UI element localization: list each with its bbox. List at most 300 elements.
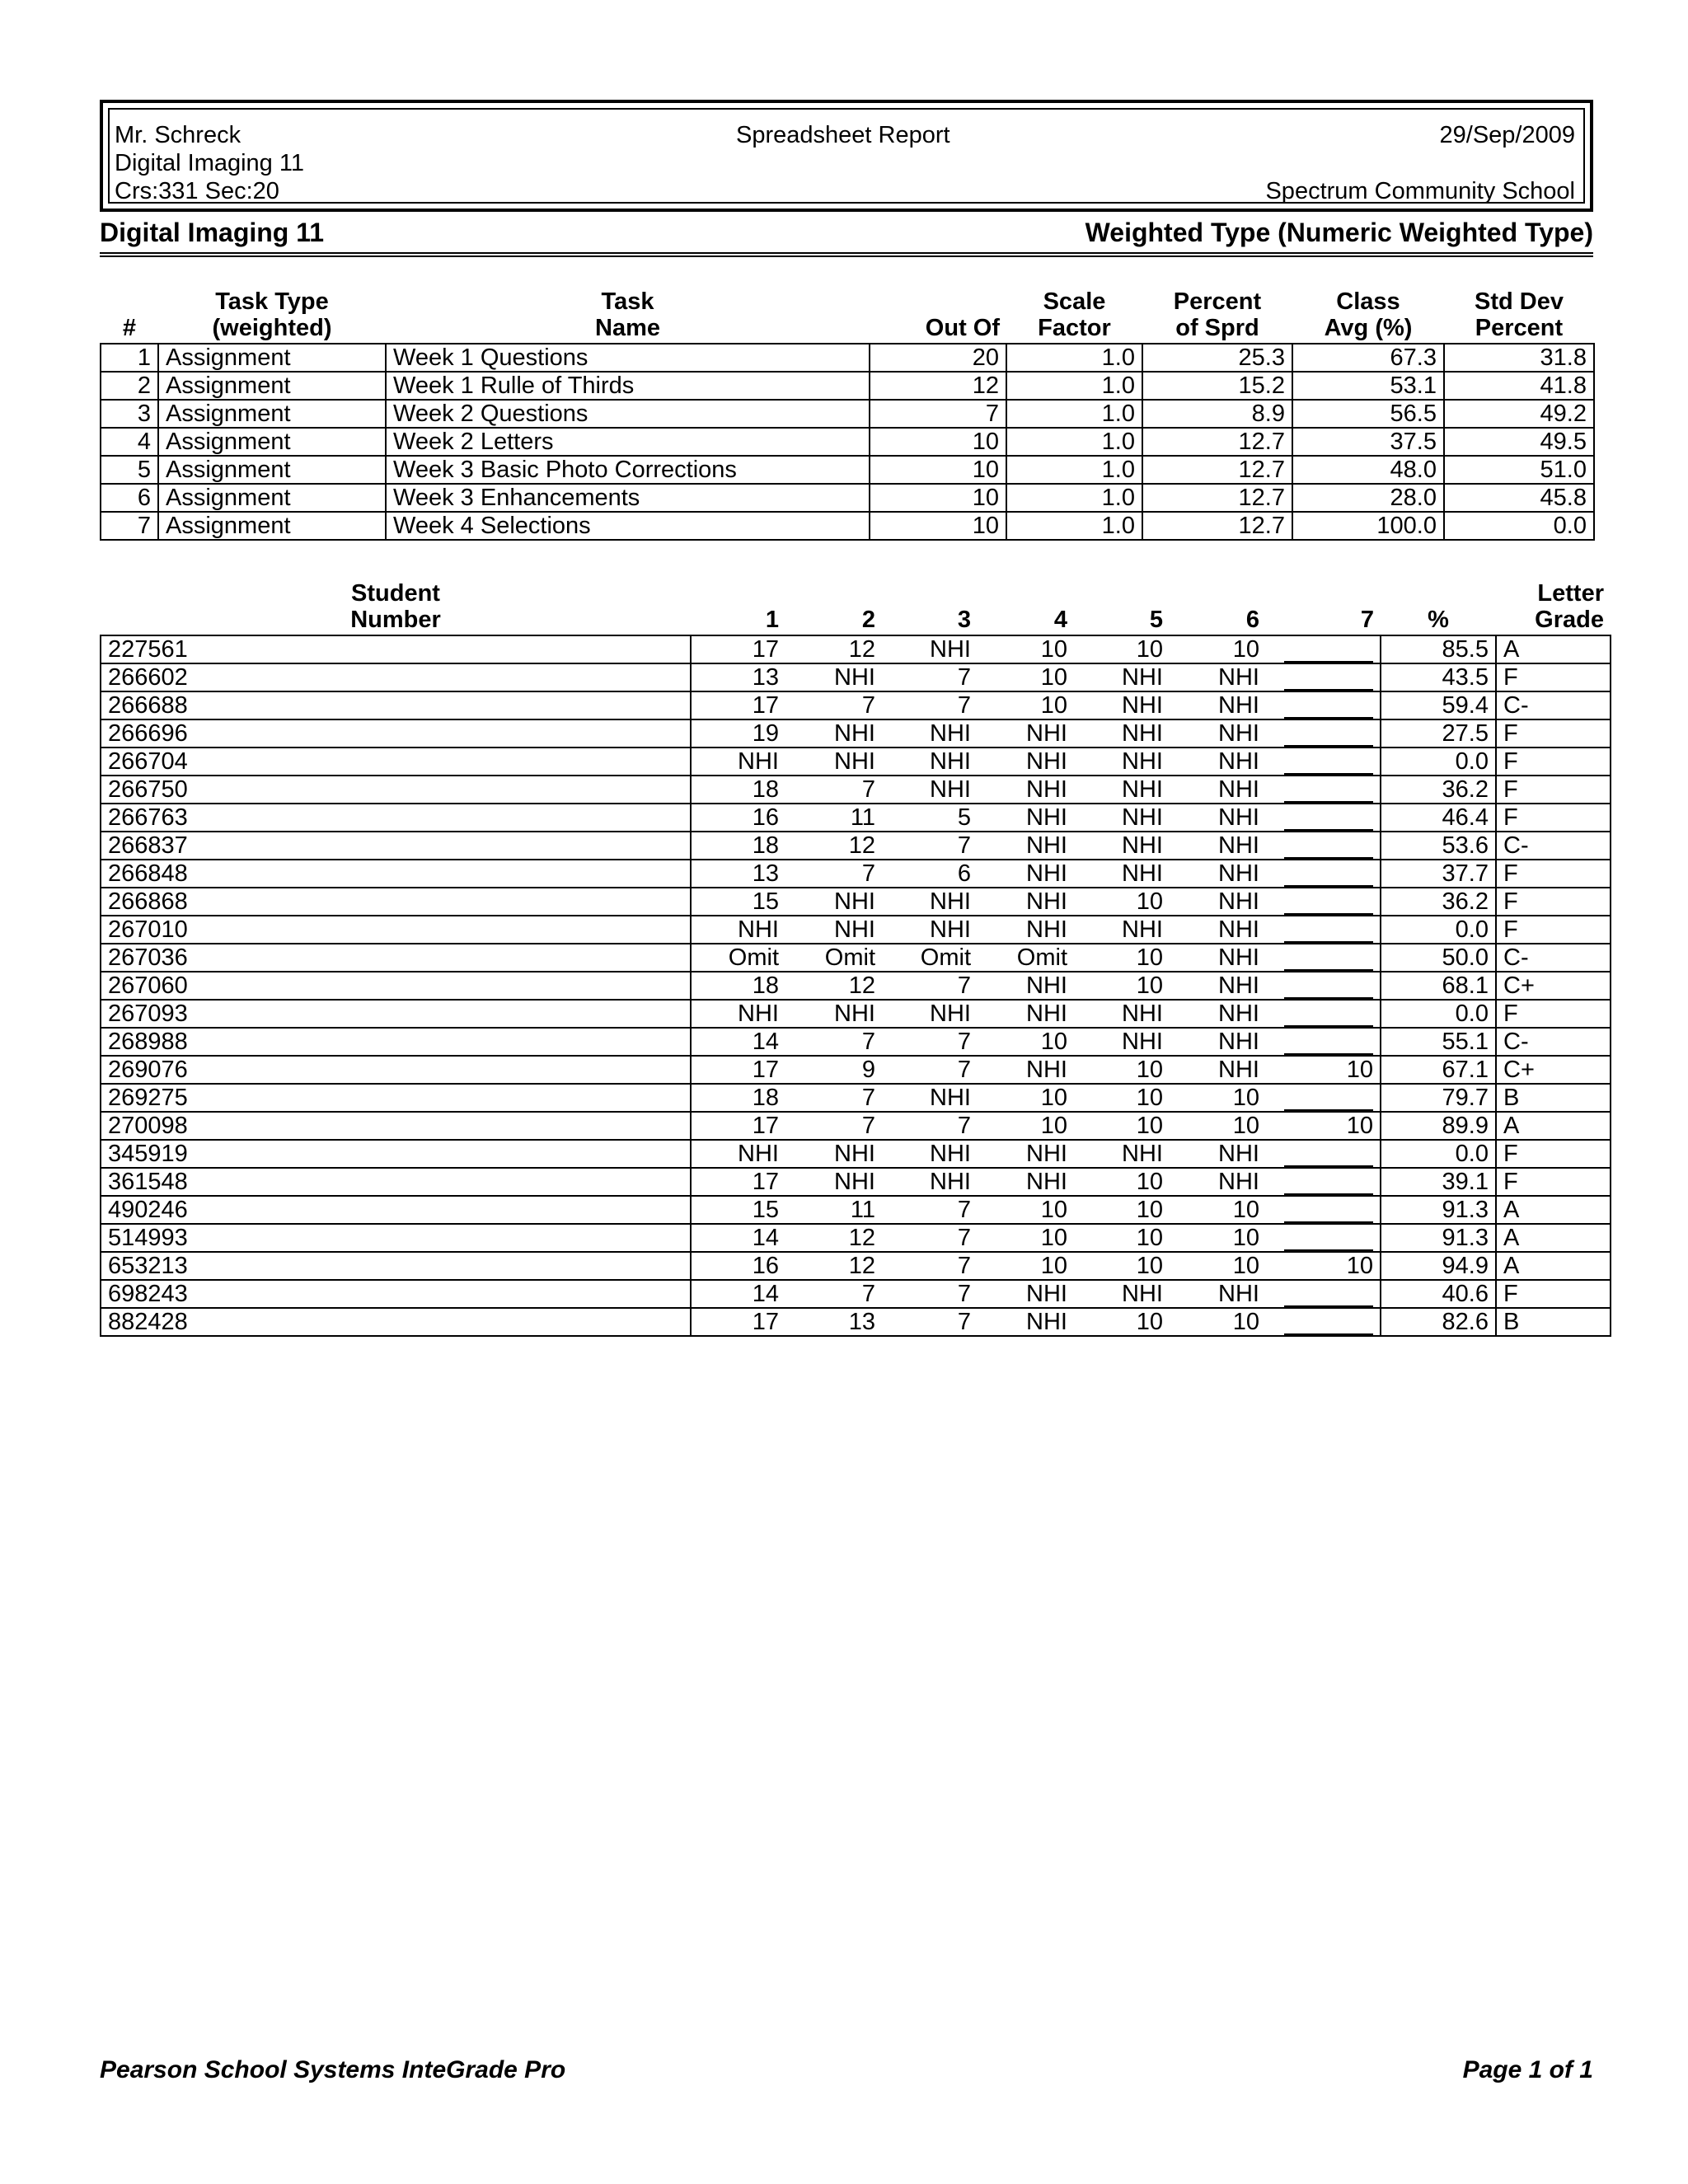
grades-table [100,580,1611,1337]
col-std-header: Std Dev Percent [1475,288,1564,341]
score-task-3: NHI [882,1168,978,1196]
task-class-avg: 53.1 [1292,372,1444,400]
score-task-2: 7 [785,860,882,888]
student-row [101,1196,1611,1224]
student-number: 698243 [101,1280,691,1308]
score-blank [1284,1284,1373,1307]
score-task-7: 10 [1266,1056,1381,1084]
score-task-5: NHI [1074,916,1170,944]
col-student-header: Student Number [350,580,441,633]
score-task-5: NHI [1074,860,1170,888]
student-percent: 67.1 [1381,1056,1496,1084]
letter-grade: C+ [1496,1056,1611,1084]
student-percent: 40.6 [1381,1280,1496,1308]
student-row [101,972,1611,1000]
score-task-6: NHI [1170,691,1266,719]
student-percent: 36.2 [1381,776,1496,804]
letter-grade: F [1496,804,1611,832]
student-percent: 39.1 [1381,1168,1496,1196]
task-row [101,400,1594,428]
score-blank [1284,1200,1373,1223]
score-task-7 [1266,804,1381,832]
letter-grade: F [1496,748,1611,776]
student-percent: 59.4 [1381,691,1496,719]
score-task-3: NHI [882,1140,978,1168]
task-class-avg: 48.0 [1292,456,1444,484]
student-number: 266763 [101,804,691,832]
score-task-7 [1266,1168,1381,1196]
col-task5-header: 5 [1149,607,1163,633]
task-row [101,344,1594,372]
task-num: 7 [101,512,158,540]
letter-grade: F [1496,776,1611,804]
letter-grade: B [1496,1084,1611,1112]
student-number: 266848 [101,860,691,888]
footer-page-number: Page 1 of 1 [1462,2056,1593,2083]
score-task-5: NHI [1074,691,1170,719]
task-percent: 12.7 [1142,456,1292,484]
task-table-header [101,288,1594,344]
score-task-4: 10 [978,1084,1074,1112]
student-percent: 0.0 [1381,1000,1496,1028]
score-task-4: NHI [978,804,1074,832]
score-blank [1284,640,1373,663]
student-number: 266704 [101,748,691,776]
score-task-2: 13 [785,1308,882,1336]
score-blank [1284,948,1373,971]
student-percent: 79.7 [1381,1084,1496,1112]
task-name: Week 2 Letters [386,428,870,456]
col-outof-header: Out Of [925,315,1000,341]
score-task-1: 18 [691,832,785,860]
score-task-5: 10 [1074,1308,1170,1336]
score-task-6: NHI [1170,832,1266,860]
student-percent: 91.3 [1381,1224,1496,1252]
score-task-5: NHI [1074,1280,1170,1308]
col-task1-header: 1 [765,607,779,633]
letter-grade: C- [1496,691,1611,719]
col-avg-header: Class Avg (%) [1324,288,1413,341]
score-task-5: NHI [1074,663,1170,691]
student-percent: 0.0 [1381,1140,1496,1168]
letter-grade: B [1496,1308,1611,1336]
teacher-name: Mr. Schreck [115,122,241,148]
title-bar [100,213,1593,254]
task-scale: 1.0 [1006,512,1142,540]
score-task-5: NHI [1074,719,1170,748]
task-outof: 12 [870,372,1006,400]
score-task-2: 7 [785,776,882,804]
score-task-1: 17 [691,1112,785,1140]
grades-table-header [101,580,1611,635]
task-outof: 10 [870,512,1006,540]
course-section: Crs:331 Sec:20 [115,178,279,204]
score-task-1: 15 [691,1196,785,1224]
task-class-avg: 28.0 [1292,484,1444,512]
letter-grade: A [1496,1196,1611,1224]
score-task-1: NHI [691,1000,785,1028]
report-header-inner [108,108,1585,204]
student-number: 270098 [101,1112,691,1140]
score-blank [1284,668,1373,691]
score-task-7 [1266,776,1381,804]
score-task-5: 10 [1074,1224,1170,1252]
score-task-7 [1266,916,1381,944]
score-task-7 [1266,1028,1381,1056]
score-task-5: 10 [1074,1168,1170,1196]
score-task-4: NHI [978,860,1074,888]
score-task-1: 19 [691,719,785,748]
score-task-3: NHI [882,1084,978,1112]
score-task-5: 10 [1074,1056,1170,1084]
score-task-6: NHI [1170,1000,1266,1028]
score-task-6: 10 [1170,1308,1266,1336]
col-percent-header: Percent of Sprd [1173,288,1262,341]
score-task-5: 10 [1074,1112,1170,1140]
score-task-3: 7 [882,1224,978,1252]
score-task-7 [1266,691,1381,719]
col-num-header: # [122,315,137,341]
score-task-1: 17 [691,691,785,719]
letter-grade: C- [1496,832,1611,860]
score-task-2: NHI [785,1000,882,1028]
score-task-4: NHI [978,1000,1074,1028]
letter-grade: C- [1496,944,1611,972]
score-task-7 [1266,635,1381,663]
task-type: Assignment [158,344,386,372]
task-outof: 10 [870,484,1006,512]
score-task-4: NHI [978,1168,1074,1196]
letter-grade: F [1496,916,1611,944]
task-scale: 1.0 [1006,456,1142,484]
score-task-1: 17 [691,1308,785,1336]
score-task-1: 13 [691,663,785,691]
student-number: 267093 [101,1000,691,1028]
task-percent: 12.7 [1142,512,1292,540]
score-task-2: NHI [785,1168,882,1196]
student-percent: 36.2 [1381,888,1496,916]
score-task-3: NHI [882,776,978,804]
task-class-avg: 100.0 [1292,512,1444,540]
student-percent: 0.0 [1381,748,1496,776]
score-task-7 [1266,663,1381,691]
score-task-5: NHI [1074,832,1170,860]
task-std-dev: 31.8 [1444,344,1594,372]
score-task-3: 7 [882,972,978,1000]
score-blank [1284,1172,1373,1195]
score-blank [1284,976,1373,999]
student-percent: 50.0 [1381,944,1496,972]
student-number: 514993 [101,1224,691,1252]
student-percent: 91.3 [1381,1196,1496,1224]
score-task-2: 11 [785,1196,882,1224]
task-scale: 1.0 [1006,372,1142,400]
col-letter-header: Letter Grade [1535,580,1604,633]
student-number: 266868 [101,888,691,916]
score-task-6: NHI [1170,663,1266,691]
task-row [101,484,1594,512]
score-task-2: 12 [785,832,882,860]
score-task-2: 9 [785,1056,882,1084]
score-task-4: Omit [978,944,1074,972]
task-type: Assignment [158,512,386,540]
student-row [101,832,1611,860]
score-task-5: 10 [1074,888,1170,916]
task-std-dev: 51.0 [1444,456,1594,484]
score-task-7 [1266,972,1381,1000]
task-std-dev: 49.5 [1444,428,1594,456]
score-blank [1284,836,1373,859]
student-row [101,748,1611,776]
letter-grade: F [1496,1168,1611,1196]
score-blank [1284,1088,1373,1111]
student-row [101,804,1611,832]
score-task-2: 7 [785,1028,882,1056]
score-task-1: 14 [691,1028,785,1056]
score-blank [1284,724,1373,747]
score-task-4: 10 [978,1252,1074,1280]
student-row [101,916,1611,944]
score-task-6: NHI [1170,776,1266,804]
score-task-6: NHI [1170,916,1266,944]
student-row [101,635,1611,663]
student-row [101,860,1611,888]
score-task-2: 12 [785,1252,882,1280]
student-row [101,888,1611,916]
student-row [101,1280,1611,1308]
score-task-5: 10 [1074,944,1170,972]
score-task-5: NHI [1074,748,1170,776]
task-outof: 10 [870,456,1006,484]
letter-grade: F [1496,1000,1611,1028]
letter-grade: F [1496,663,1611,691]
letter-grade: A [1496,635,1611,663]
student-number: 361548 [101,1168,691,1196]
task-class-avg: 37.5 [1292,428,1444,456]
score-task-5: NHI [1074,1000,1170,1028]
letter-grade: C- [1496,1028,1611,1056]
student-percent: 85.5 [1381,635,1496,663]
score-task-6: NHI [1170,1168,1266,1196]
score-task-5: 10 [1074,1084,1170,1112]
score-task-1: 17 [691,635,785,663]
student-number: 266688 [101,691,691,719]
score-task-1: NHI [691,748,785,776]
score-blank [1284,1004,1373,1027]
task-name: Week 2 Questions [386,400,870,428]
score-blank [1284,696,1373,719]
score-task-6: NHI [1170,719,1266,748]
student-number: 490246 [101,1196,691,1224]
score-task-1: 16 [691,804,785,832]
task-row [101,428,1594,456]
task-percent: 8.9 [1142,400,1292,428]
score-task-6: NHI [1170,1056,1266,1084]
student-row [101,1168,1611,1196]
student-row [101,1224,1611,1252]
student-row [101,1112,1611,1140]
letter-grade: F [1496,888,1611,916]
score-task-1: 15 [691,888,785,916]
student-number: 269076 [101,1056,691,1084]
task-percent: 12.7 [1142,428,1292,456]
report-title: Spreadsheet Report [736,122,950,148]
task-table-body [101,344,1594,540]
score-task-1: 16 [691,1252,785,1280]
task-num: 4 [101,428,158,456]
score-task-3: 7 [882,1056,978,1084]
score-task-6: NHI [1170,944,1266,972]
col-scale-header: Scale Factor [1038,288,1111,341]
score-task-5: NHI [1074,804,1170,832]
score-task-2: 12 [785,635,882,663]
student-number: 266696 [101,719,691,748]
score-task-3: 7 [882,1252,978,1280]
score-task-1: NHI [691,1140,785,1168]
student-number: 269275 [101,1084,691,1112]
student-percent: 82.6 [1381,1308,1496,1336]
score-task-4: 10 [978,1196,1074,1224]
score-task-4: NHI [978,1280,1074,1308]
score-task-3: NHI [882,1000,978,1028]
score-task-7 [1266,944,1381,972]
score-task-1: 14 [691,1280,785,1308]
student-row [101,1084,1611,1112]
school-name: Spectrum Community School [1265,178,1575,204]
score-task-3: 7 [882,1028,978,1056]
score-task-1: 13 [691,860,785,888]
student-number: 882428 [101,1308,691,1336]
score-task-2: NHI [785,663,882,691]
score-task-3: NHI [882,719,978,748]
score-task-1: NHI [691,916,785,944]
task-table [100,288,1595,541]
col-task6-header: 6 [1245,607,1259,633]
task-type: Assignment [158,372,386,400]
score-task-5: 10 [1074,1252,1170,1280]
letter-grade: A [1496,1224,1611,1252]
student-row [101,776,1611,804]
student-percent: 27.5 [1381,719,1496,748]
task-scale: 1.0 [1006,484,1142,512]
score-task-6: 10 [1170,1196,1266,1224]
student-percent: 37.7 [1381,860,1496,888]
student-row [101,1308,1611,1336]
score-task-4: 10 [978,635,1074,663]
score-task-7: 10 [1266,1112,1381,1140]
letter-grade: F [1496,1140,1611,1168]
student-row [101,1000,1611,1028]
score-task-3: 7 [882,1280,978,1308]
student-percent: 94.9 [1381,1252,1496,1280]
score-task-2: 7 [785,691,882,719]
score-task-7 [1266,1224,1381,1252]
student-number: 345919 [101,1140,691,1168]
score-blank [1284,864,1373,887]
score-task-4: NHI [978,832,1074,860]
score-task-4: 10 [978,1224,1074,1252]
score-task-4: NHI [978,916,1074,944]
score-task-5: NHI [1074,776,1170,804]
score-task-7 [1266,1280,1381,1308]
score-task-3: Omit [882,944,978,972]
task-percent: 25.3 [1142,344,1292,372]
student-row [101,1028,1611,1056]
task-std-dev: 49.2 [1444,400,1594,428]
score-task-5: 10 [1074,972,1170,1000]
score-blank [1284,1144,1373,1167]
score-blank [1284,1312,1373,1335]
score-task-4: 10 [978,1112,1074,1140]
student-number: 267060 [101,972,691,1000]
score-blank [1284,892,1373,915]
col-pct-header: % [1428,607,1449,633]
score-task-6: NHI [1170,1280,1266,1308]
task-name: Week 3 Basic Photo Corrections [386,456,870,484]
score-task-1: 17 [691,1168,785,1196]
letter-grade: C+ [1496,972,1611,1000]
score-task-1: 14 [691,1224,785,1252]
score-blank [1284,752,1373,775]
task-type: Assignment [158,484,386,512]
score-task-6: NHI [1170,888,1266,916]
student-number: 267036 [101,944,691,972]
score-task-5: 10 [1074,635,1170,663]
score-task-5: 10 [1074,1196,1170,1224]
task-std-dev: 45.8 [1444,484,1594,512]
score-task-3: 7 [882,691,978,719]
score-task-6: 10 [1170,1252,1266,1280]
score-task-6: NHI [1170,1140,1266,1168]
score-task-4: 10 [978,691,1074,719]
report-header [100,100,1593,212]
score-blank [1284,780,1373,803]
col-name-header: Task Name [595,288,660,341]
student-percent: 53.6 [1381,832,1496,860]
course-title: Digital Imaging 11 [100,218,325,247]
score-task-7 [1266,719,1381,748]
letter-grade: F [1496,860,1611,888]
score-task-3: NHI [882,888,978,916]
score-task-5: NHI [1074,1140,1170,1168]
task-row [101,512,1594,540]
task-row [101,456,1594,484]
task-row [101,372,1594,400]
score-task-5: NHI [1074,1028,1170,1056]
grades-table-body [101,635,1611,1336]
score-task-2: NHI [785,1140,882,1168]
task-std-dev: 41.8 [1444,372,1594,400]
task-scale: 1.0 [1006,400,1142,428]
score-task-3: NHI [882,916,978,944]
task-num: 6 [101,484,158,512]
student-number: 266602 [101,663,691,691]
score-task-1: 17 [691,1056,785,1084]
student-row [101,663,1611,691]
score-task-1: Omit [691,944,785,972]
course-name: Digital Imaging 11 [115,150,304,176]
student-row [101,1252,1611,1280]
score-task-2: 11 [785,804,882,832]
score-task-3: NHI [882,635,978,663]
student-number: 653213 [101,1252,691,1280]
score-task-4: NHI [978,972,1074,1000]
report-date: 29/Sep/2009 [1439,122,1575,148]
score-task-3: 7 [882,1308,978,1336]
score-task-2: 12 [785,972,882,1000]
task-percent: 12.7 [1142,484,1292,512]
score-task-4: NHI [978,776,1074,804]
